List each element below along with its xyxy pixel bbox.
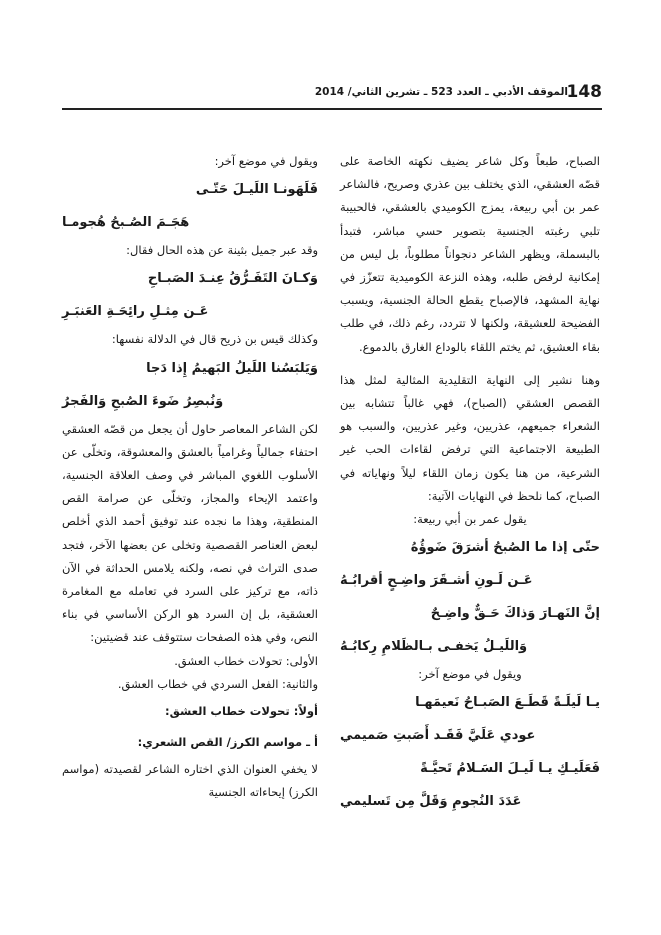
list-item: الأولى: تحولات خطاب العشق. — [174, 653, 318, 668]
paragraph: وهنا نشير إلى النهاية التقليدية المثالية لمثل هذا القصص العشقي (الصباح)، فهي غالباً تتشابه بين الشعراء جميعهم، عذريين، وغير عذريين، والسبب هو الطبيعة الاجتماعية التي ترفض لقاءات الحب غير الشرعية، من هنا يكون زمان اللقاء ليلاً ونهاياته في الصباح، كما نلحظ في النهايات الآتية: — [340, 372, 600, 503]
verse-line: وَنُبصِرُ ضَوءَ الصُبحِ وَالفَجرُ — [62, 393, 224, 409]
left-column — [62, 150, 318, 804]
header-rule — [62, 108, 602, 110]
verse-line: هَجَـمَ الصُـبحُ هُجومـا — [62, 215, 190, 231]
running-title: الموقف الأدبي ـ العدد 523 ـ تشرين الثاني/ 2014 — [314, 86, 568, 98]
verse-line: عودي عَلَيَّ فَقَـد أَصَبتِ صَميمي — [340, 728, 536, 744]
verse-line: وَيَلبَسُنا اللَيلُ البَهيمُ إِذا دَجا — [146, 360, 318, 376]
running-header — [314, 82, 602, 106]
verse-intro: ويقول في موضع آخر: — [214, 154, 318, 168]
subsection-heading: أ ـ مواسم الكرز/ القص الشعري: — [137, 735, 318, 750]
verse-line: إنَّ النَهـارَ وَذاكَ حَـقٌّ واضِـحٌ — [430, 606, 600, 622]
verse-line: فَلَهَونـا اللَيـلَ حَتّـى — [195, 182, 318, 198]
verse-line: حتّى إذا ما الصُبحُ أشرَقَ ضَوؤُهُ — [410, 540, 600, 556]
paragraph: لكن الشاعر المعاصر حاول أن يجعل من قصّه العشقي احتفاء جمالياً وغرامياً بالعشق والمعشوقة، وتخلّى عن الأسلوب اللغوي المباشر في وصف العلاقة الجنسية، واعتمد الإيحاء والمجاز، وتخلّى عن صرامة القص المنطقية، وهذا ما نجده عند توفيق أحمد الذي أخلص لبعض العناصر القصصية وتخلى عن بعضها الآخر، فتجد صدى التراث في نصه، ولكنه يلامس الحداثة في الآن ذاته، مع تركيز على السرد في تعامله مع المغامرة العشقية، بل إن السرد هو الركن الأساسي في بناء النص، وفي هذه الصفحات ستتوقف عند قضيتين: — [62, 421, 318, 645]
verse-line: يـا لَيلَـةً قَطَـعَ الصَبـاحُ نَعيمَهـا — [415, 695, 600, 711]
verse-intro: وقد عبر جميل بثينة عن هذه الحال فقال: — [126, 243, 318, 258]
verse-line: عَـن مِثـلِ رائِحَـةِ العَنبَـرِ — [62, 304, 209, 320]
paragraph: الصباح، طبعاً وكل شاعر يضيف نكهته الخاصة على قصّه العشقي، الذي يختلف بين عذري وصريح، فالشاعر عمر بن أبي ربيعة، يمزج الكوميدي بالعشقي، فالحبيبة تلبي رغبته الجنسية بتصوير حسي مباشر، فتبدأ بالبسملة، ويظهر الشاعر دنجواناً مطلوباً، بل ليس من إمكانية لرفض طلبه، وهذه النزعة الكوميدية تتعزّز في نهاية المشهد، فالإصباح يقطع الحالة الجنسية، ويسبب الفضيحة للعشيقة، ولكنها لا تتردد، رغم ذلك، في طلب بقاء العشيق، ثم يختم اللقاء بالوداع الغارق بالدموع. — [340, 154, 600, 354]
verse-line: عَـن لَـونِ أشـقَرَ واضِـحٍ أقرابُـهُ — [340, 573, 533, 589]
verse-line: عَدَدَ النُجومِ وَقَلَّ مِن تَسليمي — [340, 794, 522, 810]
right-column — [340, 150, 600, 818]
verse-intro: يقول عمر بن أبي ربيعة: — [413, 512, 527, 527]
paragraph: لا يخفي العنوان الذي اختاره الشاعر لقصيدته (مواسم الكرز) إيحاءاته الجنسية — [62, 762, 318, 800]
verse-intro: وكذلك قيس بن ذريح قال في الدلالة نفسها: — [111, 332, 318, 347]
verse-intro: ويقول في موضع آخر: — [418, 667, 522, 682]
page-number: 148 — [566, 82, 602, 102]
verse-line: وَكـانَ التَفَـرُّقُ عِنـدَ الصَبـاحِ — [147, 271, 318, 287]
verse-line: وَاللَيـلُ يَخفـى بـالظَلامِ رِكابُـهُ — [340, 639, 528, 655]
verse-line: فَعَلَيـكِ يـا لَيـلَ السَـلامُ تَحيَّـةً — [420, 761, 600, 777]
spacer — [340, 359, 600, 369]
list-item: والثانية: الفعل السردي في خطاب العشق. — [117, 676, 318, 691]
section-heading: أولاً: تحولات خطاب العشق: — [165, 704, 318, 719]
